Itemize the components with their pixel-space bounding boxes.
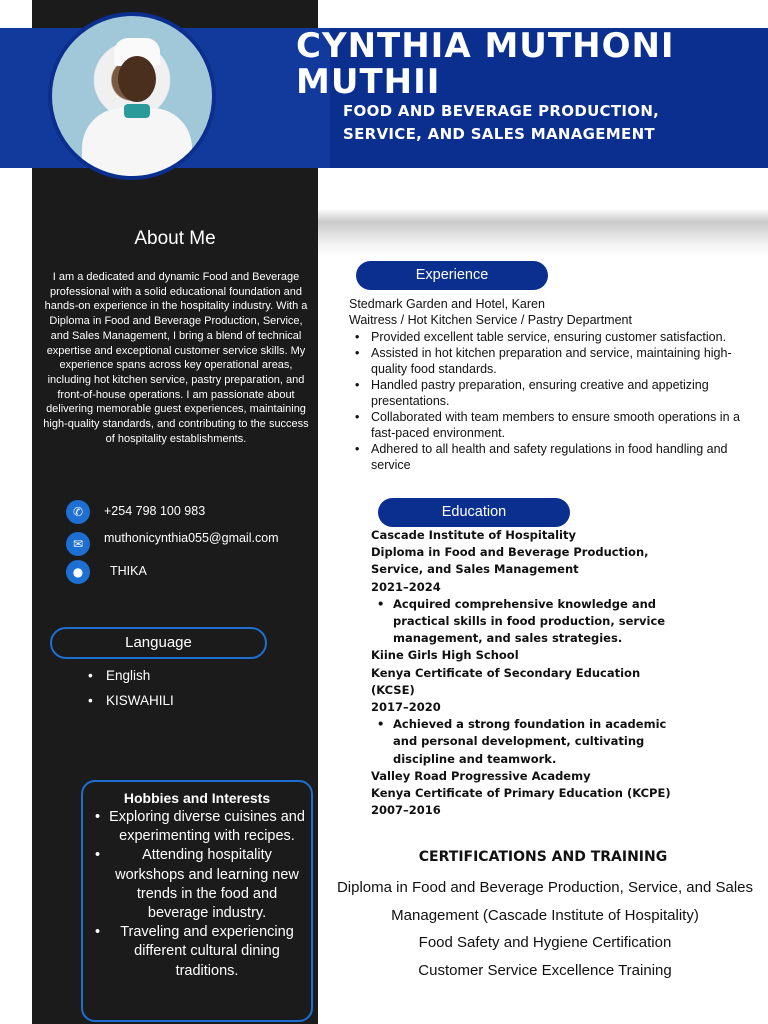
hobby-item: • Traveling and experiencing different cultural dining traditions. (93, 923, 305, 981)
about-heading: About Me (134, 228, 216, 249)
education-bullet: • Acquired comprehensive knowledge and practical skills in food production, service management, and sales strategies. (375, 596, 671, 648)
email-text: muthonicynthia055@gmail.com (104, 531, 279, 545)
education-bullets (371, 716, 671, 768)
experience-bullet: • Adhered to all health and safety regulations in food handling and service (353, 441, 753, 473)
location-text: THIKA (110, 564, 147, 578)
language-heading: Language (50, 627, 267, 659)
envelope-icon: ✉ (66, 532, 90, 556)
hobbies-list (93, 808, 305, 981)
language-list (86, 668, 174, 718)
experience-bullet: • Assisted in hot kitchen preparation and service, maintaining high-quality food standards. (353, 345, 753, 377)
experience-bullet: • Collaborated with team members to ensure smooth operations in a fast-paced environment. (353, 409, 753, 441)
phone-text: +254 798 100 983 (104, 504, 206, 518)
language-item: • English (86, 668, 174, 693)
face (118, 56, 156, 102)
hobby-item: • Exploring diverse cuisines and experimenting with recipes. (93, 808, 305, 846)
contact-email[interactable] (66, 532, 316, 556)
experience-heading: Experience (356, 261, 548, 290)
contact-location (66, 560, 316, 584)
education-school: Kiine Girls High School (371, 648, 519, 663)
certification-item: Diploma in Food and Beverage Production, Service, and Sales Management (Cascade Institute of Hospitality) (336, 879, 754, 924)
education-bullets (371, 596, 671, 648)
experience-bullet: • Handled pastry preparation, ensuring creative and appetizing presentations. (353, 377, 753, 409)
certification-item: Customer Service Excellence Training (418, 961, 672, 979)
experience-company: Stedmark Garden and Hotel, Karen (349, 297, 545, 311)
experience-role: Waitress / Hot Kitchen Service / Pastry Department (349, 313, 632, 327)
hobbies-heading: Hobbies and Interests (123, 790, 271, 806)
certifications-list (322, 874, 768, 984)
education-qualification: Kenya Certificate of Primary Education (KCPE) (371, 786, 671, 801)
about-text: I am a dedicated and dynamic Food and Beverage professional with a solid educational foundation and hands-on experience in the hospitality industry. With a Diploma in Food and Beverage Production, Service, and Sales Management, I bring a blend of technical expertise and exceptional customer service skills. My experience spans across key operational areas, including hot kitchen service, pastry preparation, and front-of-house operations. I am passionate about delivering memorable guest experiences, maintaining high-quality standards, and contributing to the success of hospitality establishments. (43, 271, 309, 445)
header-shadow (318, 168, 768, 258)
chef-coat (82, 108, 192, 180)
phone-icon: ✆ (66, 500, 90, 524)
education-qualification: Diploma in Food and Beverage Production, Service, and Sales Management (371, 545, 649, 577)
education-years: 2007–2016 (371, 803, 441, 818)
experience-bullet: • Provided excellent table service, ensuring customer satisfaction. (353, 329, 753, 345)
education-bullet: • Achieved a strong foundation in academic and personal development, cultivating discipline and teamwork. (375, 716, 671, 768)
experience-bullets (353, 329, 753, 473)
profile-photo (48, 12, 216, 180)
candidate-title: FOOD AND BEVERAGE PRODUCTION, SERVICE, AND SALES MANAGEMENT (343, 102, 660, 143)
education-list (371, 527, 671, 819)
hobby-item: • Attending hospitality workshops and learning new trends in the food and beverage industry. (93, 846, 305, 923)
language-item: • KISWAHILI (86, 693, 174, 718)
education-years: 2021–2024 (371, 579, 441, 594)
hobbies-box (81, 780, 313, 1022)
candidate-name: CYNTHIA MUTHONI MUTHII (296, 26, 675, 102)
map-pin-icon: ● (66, 560, 90, 584)
certification-item: Food Safety and Hygiene Certification (418, 934, 672, 951)
education-years: 2017–2020 (371, 700, 441, 715)
certifications-heading: CERTIFICATIONS AND TRAINING (418, 849, 668, 865)
education-school: Cascade Institute of Hospitality (371, 528, 576, 542)
education-heading: Education (378, 498, 570, 527)
education-qualification: Kenya Certificate of Secondary Education (KCSE) (371, 665, 641, 697)
education-school: Valley Road Progressive Academy (371, 768, 591, 783)
contact-phone[interactable] (66, 500, 316, 524)
neck-scarf (124, 104, 150, 118)
